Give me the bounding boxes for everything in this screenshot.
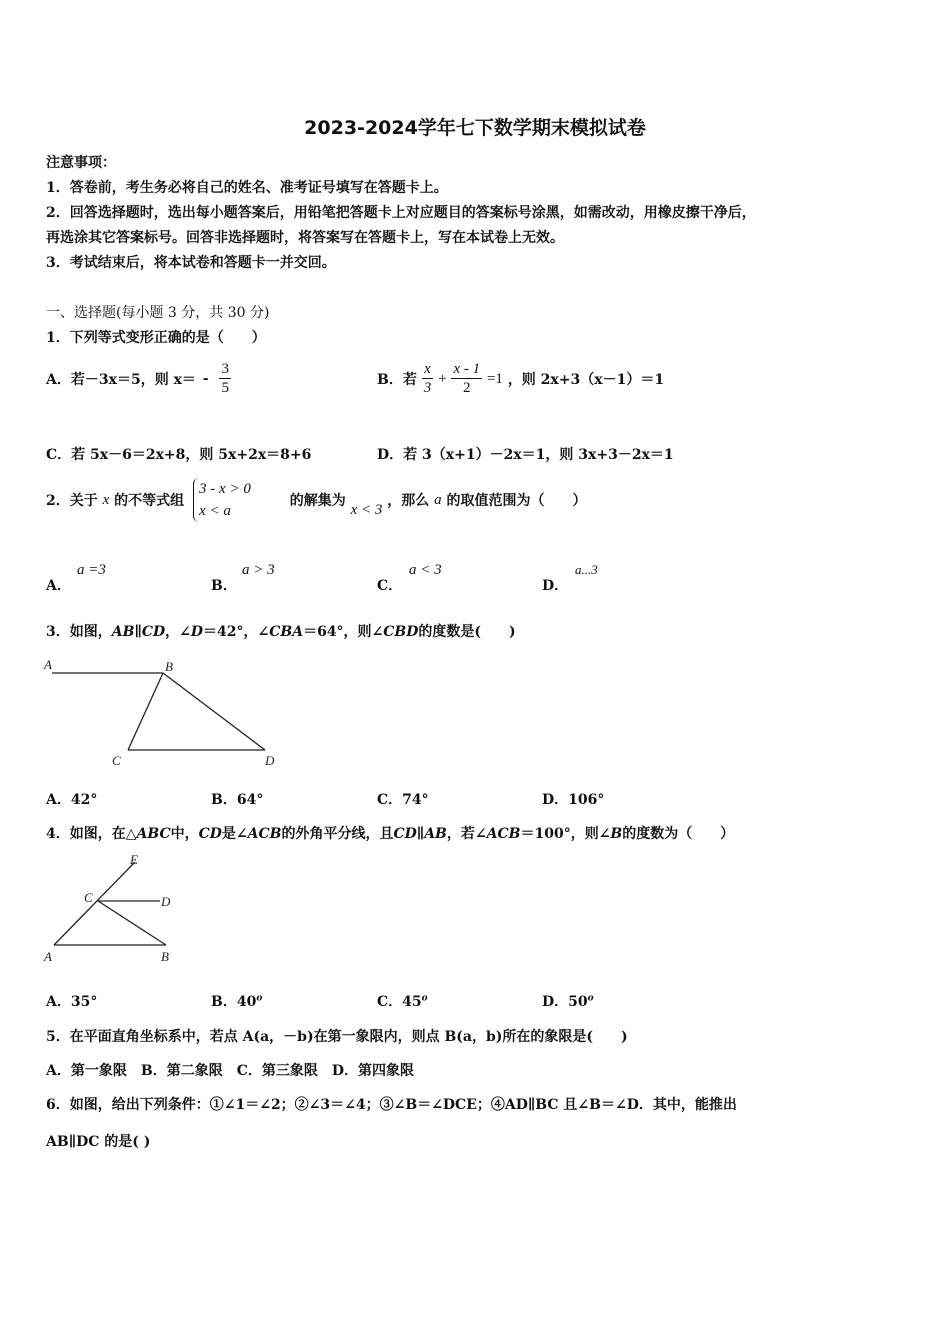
q1-b-fraction-2: $\frac{x - 1}{2}$: [453, 361, 481, 396]
q1-stem: 1．下列等式变形正确的是（ ）: [46, 330, 266, 346]
q2-stem: 2．关于 x 的不等式组 3 - x > 0 x < a 的解集为 x < 3 ，那么 a 的取值范围为（ ）: [46, 478, 586, 522]
q2-inequality-system: 3 - x > 0 x < a: [193, 478, 251, 522]
q4-stem: 4．如图，在△ABC中，CD是∠ACB的外角平分线，且CD∥AB，若∠ACB＝100°，则∠B的度数为（ ）: [46, 826, 735, 842]
q4-option-b: B．40$^o$: [211, 993, 263, 1010]
notice-heading: 注意事项：: [46, 155, 116, 171]
q5-stem: 5．在平面直角坐标系中，若点 A(a，－b)在第一象限内，则点 B(a，b)所在的象限是( ): [46, 1029, 628, 1045]
q2-option-c-label: C．: [377, 578, 403, 594]
q4-label-b: B: [161, 949, 169, 964]
q3-option-d: D．106°: [542, 792, 605, 808]
q3-option-b: B．64°: [211, 792, 264, 808]
q2-option-c: a < 3: [409, 562, 442, 578]
section-heading: 一、选择题(每小题 3 分，共 30 分): [46, 305, 270, 321]
q1-option-a: A．若－3x＝5，则 x＝ - $\frac{3}{5}$: [46, 361, 229, 396]
q4-option-c: C．45$^o$: [377, 993, 428, 1010]
notice-item-2-line-2: 再选涂其它答案标号。回答非选择题时，将答案写在答题卡上，写在本试卷上无效。: [46, 230, 564, 246]
q3-label-d: D: [265, 753, 275, 768]
q2-option-a-label: A．: [46, 578, 71, 594]
q6-stem-line-2: AB∥DC 的是( ): [46, 1134, 151, 1150]
q6-stem-line-1: 6．如图，给出下列条件：①∠1＝∠2；②∠3＝∠4；③∠B＝∠DCE；④AD∥BC 且∠B＝∠D．其中，能推出: [46, 1097, 737, 1113]
q4-figure: [40, 848, 200, 968]
q4-label-e: E: [130, 852, 138, 867]
q2-option-a: a =3: [77, 562, 106, 578]
q2-option-b: a > 3: [242, 562, 275, 578]
q2-option-d-label: D．: [542, 578, 569, 594]
q4-label-a: A: [44, 949, 52, 964]
q2-solution: x < 3: [350, 501, 383, 518]
notice-item-2-line-1: 2．回答选择题时，选出每小题答案后，用铅笔把答题卡上对应题目的答案标号涂黑，如需改动，用橡皮擦干净后，: [46, 205, 756, 221]
q1-option-b: B．若 $\frac{x}{3}$ + $\frac{x - 1}{2}$ =1 ，则 2x+3（x－1）＝1: [377, 361, 665, 396]
notice-item-3: 3．考试结束后，将本试卷和答题卡一并交回。: [46, 255, 336, 271]
q3-label-c: C: [112, 753, 121, 768]
q3-figure: [40, 652, 290, 777]
q3-option-a: A．42°: [46, 792, 98, 808]
q1-option-c: C．若 5x－6＝2x+8，则 5x+2x＝8+6: [46, 447, 312, 463]
q1-a-fraction: $\frac{3}{5}$: [221, 361, 229, 396]
q3-stem: 3．如图，AB∥CD，∠D＝42°，∠CBA＝64°，则∠CBD的度数是( ): [46, 624, 516, 640]
q4-label-c: C: [84, 890, 93, 905]
q4-option-d: D．50$^o$: [542, 993, 594, 1010]
page-title: 2023-2024学年七下数学期末模拟试卷: [304, 117, 646, 139]
q2-option-d: a...3: [575, 562, 598, 577]
q3-label-a: A: [44, 657, 52, 672]
notice-item-1: 1．答卷前，考生务必将自己的姓名、准考证号填写在答题卡上。: [46, 180, 448, 196]
q3-option-c: C．74°: [377, 792, 429, 808]
q2-option-b-label: B．: [211, 578, 237, 594]
q4-option-a: A．35°: [46, 994, 98, 1010]
q1-b-fraction-1: $\frac{x}{3}$: [423, 361, 432, 396]
q5-options: A．第一象限 B．第二象限 C．第三象限 D．第四象限: [46, 1063, 414, 1079]
q1-option-d: D．若 3（x+1）－2x＝1，则 3x+3－2x＝1: [377, 447, 674, 463]
q4-label-d: D: [161, 894, 171, 909]
q3-label-b: B: [165, 659, 173, 674]
